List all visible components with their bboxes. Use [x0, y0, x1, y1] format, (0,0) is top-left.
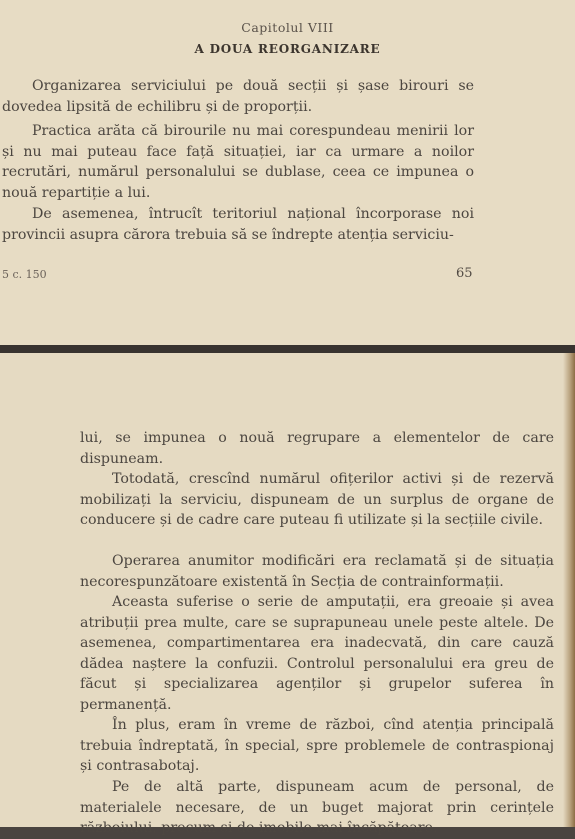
top-paragraph-1: Organizarea serviciului pe două secții și șase birouri se dovedea lipsită de echilibru și de proporții. — [2, 78, 474, 115]
section-heading: A DOUA REORGANIZARE — [194, 42, 381, 56]
bottom-paragraph-3: Operarea anumitor modificări era reclamată și de situația necorespunzătoare existentă în Secția de contrainformații. — [80, 553, 554, 590]
top-paragraph-3: De asemenea, întrucît teritoriul național încorporase noi provincii asupra cărora trebuia să se îndrepte atenția serviciu- — [2, 206, 474, 243]
bottom-paragraph-4: Aceasta suferise o serie de amputații, era greoaie și avea atribuții prea multe, care se suprapuneau unele peste altele. De asemenea, compartimentarea era inadecvată, din care cauză dădea naștere la confuzii. Controlul personalului era greu de făcut și specializarea agenților și grupelor suferea în permanență. — [80, 594, 554, 713]
book-spine-edge — [563, 353, 575, 827]
bottom-page — [0, 353, 575, 836]
bottom-paragraph-2: Totodată, crescînd numărul ofițerilor activi și de rezervă mobilizați la serviciu, dispuneam de un surplus de organe de conducere și de cadre care puteau fi utilizate și la secțiile civile. — [80, 471, 554, 528]
bottom-paragraph-1: lui, se impunea o nouă regrupare a elementelor de care dispuneam. — [80, 430, 554, 467]
page-gap — [0, 345, 575, 353]
page-number: 65 — [456, 266, 473, 281]
bottom-paragraph-6: Pe de altă parte, dispuneam acum de personal, de materialele necesare, de un buget majorat prin cerințele războiului, precum și de imobile mai încăpătoare. — [80, 779, 554, 836]
top-page — [0, 0, 575, 346]
printer-mark: 5 c. 150 — [2, 268, 47, 281]
chapter-title: Capitolul VIII — [241, 20, 334, 35]
bottom-paragraph-5: În plus, eram în vreme de război, cînd atenția principală trebuia îndreptată, în special, spre problemele de contraspionaj și contrasabotaj. — [80, 717, 554, 774]
top-paragraph-2: Practica arăta că birourile nu mai corespundeau menirii lor și nu mai puteau face față situației, iar ca urmare a noilor recrutări, numărul personalului se dublase, ceea ce impunea o nouă repartiție a lui. — [2, 123, 474, 201]
